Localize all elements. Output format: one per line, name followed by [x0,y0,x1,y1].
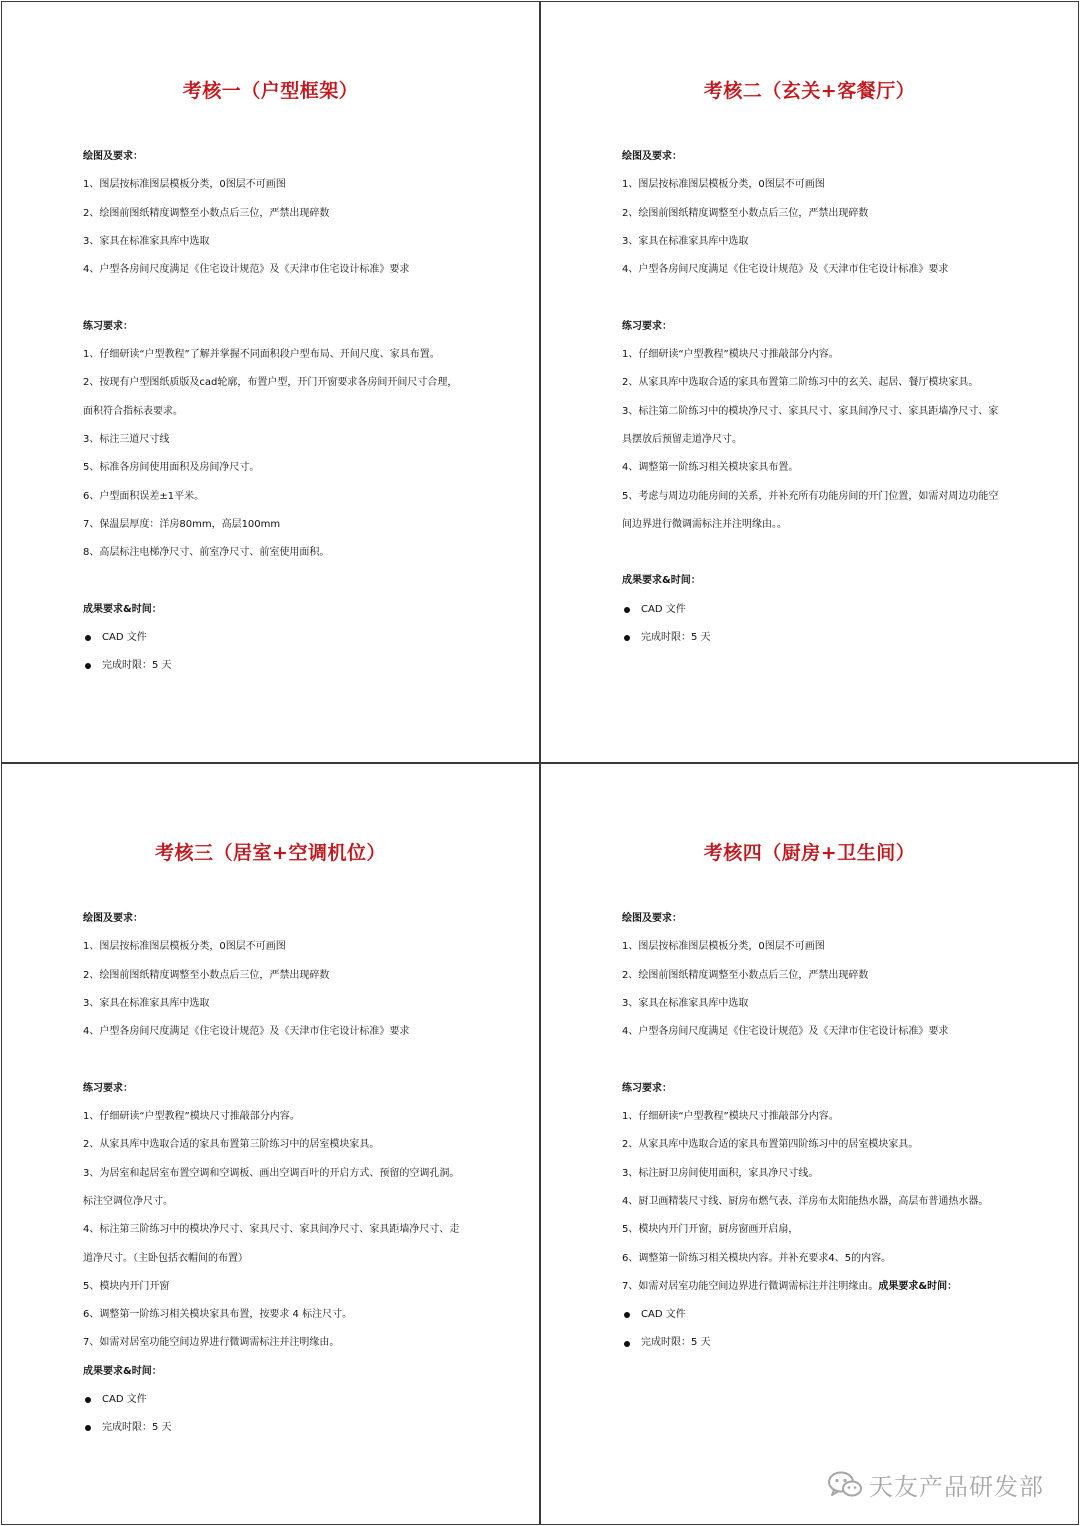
bullet-item [83,1386,483,1414]
list-item: 4、调整第一阶练习相关模块家具布置。 [622,462,799,474]
watermark [827,1467,1044,1502]
spacer [83,284,483,312]
bullet-text: 完成时限：5 天 [641,1337,711,1349]
section-heading-practice: 练习要求： [83,1082,133,1094]
bullet-dot-icon [624,1312,630,1318]
bullet-item [83,624,483,652]
bullet-item [622,1329,1022,1357]
list-item: 1、仔细研读“户型教程”模块尺寸推敲部分内容。 [622,1111,839,1123]
wechat-icon [827,1470,863,1500]
section-heading-result: 成果要求&时间： [83,1365,162,1377]
list-item: 2、从家具库中选取合适的家具布置第三阶练习中的居室模块家具。 [83,1139,380,1151]
list-item: 4、户型各房间尺度满足《住宅设计规范》及《天津市住宅设计标准》要求 [622,1026,949,1038]
panel-exam-4 [540,763,1079,1525]
bullet-dot-icon [624,607,630,613]
list-item: 4、户型各房间尺度满足《住宅设计规范》及《天津市住宅设计标准》要求 [83,1026,410,1038]
list-item: 6、户型面积误差±1平米。 [83,490,205,502]
list-item: 3、标注厨卫房间使用面积，家具净尺寸线。 [622,1167,819,1179]
list-item: 1、仔细研读“户型教程”模块尺寸推敲部分内容。 [622,349,839,361]
section-heading-drawing: 绘图及要求： [83,913,143,924]
list-item: 1、图层按标准图层模板分类，0图层不可画图 [83,941,286,953]
panel-title: 考核三（居室+空调机位） [155,842,386,864]
spacer [622,1046,1022,1074]
list-item: 3、标注第二阶练习中的模块净尺寸、家具尺寸、家具间净尺寸、家具距墙净尺寸、家 [622,405,999,417]
list-item: 4、标注第三阶练习中的模块净尺寸、家具尺寸、家具间净尺寸、家具距墙净尺寸、走 [83,1224,460,1236]
list-item [622,1273,1022,1301]
list-item: 具摆放后预留走道净尺寸。 [622,433,742,445]
bullet-text: CAD 文件 [641,603,686,615]
bullet-item [83,652,483,680]
spacer [622,539,1022,567]
panel-content [83,143,483,681]
bullet-text: CAD 文件 [102,1394,147,1406]
bullet-item [622,1301,1022,1329]
list-item: 面积符合指标表要求。 [83,405,183,417]
spacer [83,1046,483,1074]
list-item: 2、从家具库中选取合适的家具布置第二阶练习中的玄关、起居、餐厅模块家具。 [622,377,979,389]
list-item: 1、图层按标准图层模板分类，0图层不可画图 [83,179,286,191]
list-item: 2、绘图前图纸精度调整至小数点后三位，严禁出现碎数 [622,207,869,219]
section-heading-drawing: 绘图及要求： [622,151,682,162]
section-heading-drawing: 绘图及要求： [622,913,682,924]
bullet-dot-icon [85,1425,91,1431]
section-heading-practice: 练习要求： [622,320,672,332]
list-item: 2、绘图前图纸精度调整至小数点后三位，严禁出现碎数 [83,207,330,219]
panel-exam-1 [1,1,540,763]
list-item: 5、标准各房间使用面积及房间净尺寸。 [83,462,260,474]
bullet-item [83,1414,483,1442]
list-item: 间边界进行微调需标注并注明缘由。。 [622,518,787,530]
section-heading-drawing: 绘图及要求： [83,151,143,162]
list-item: 1、仔细研读“户型教程”模块尺寸推敲部分内容。 [83,1111,300,1123]
list-item: 1、图层按标准图层模板分类，0图层不可画图 [622,179,825,191]
list-item: 6、调整第一阶练习相关模块家具布置，按要求 4 标注尺寸。 [83,1309,353,1321]
list-item: 3、家具在标准家具库中选取 [622,997,749,1009]
list-item: 3、家具在标准家具库中选取 [622,235,749,247]
panel-title: 考核一（户型框架） [182,80,359,102]
list-item: 4、厨卫画精装尺寸线、厨房布燃气表、洋房布太阳能热水器，高层布普通热水器。 [622,1195,989,1207]
list-item: 3、家具在标准家具库中选取 [83,235,210,247]
bullet-item [622,596,1022,624]
section-heading-result: 成果要求&时间： [878,1280,958,1292]
bullet-text: CAD 文件 [641,1309,686,1321]
spacer [83,567,483,595]
panel-exam-3 [1,763,540,1525]
panel-content [622,143,1022,652]
list-item: 3、家具在标准家具库中选取 [83,997,210,1009]
section-heading-result: 成果要求&时间： [622,575,701,587]
bullet-text: 完成时限：5 天 [102,660,172,672]
list-item: 6、调整第一阶练习相关模块内容。并补充要求4、5的内容。 [622,1252,892,1264]
list-item: 2、按现有户型图纸质版及cad轮廓，布置户型，开门开窗要求各房间开间尺寸合理， [83,377,458,389]
panel-content [83,905,483,1443]
bullet-dot-icon [85,1397,91,1403]
watermark-text: 天友产品研发部 [869,1473,1044,1501]
list-item: 3、标注三道尺寸线 [83,433,170,445]
list-item: 1、仔细研读“户型教程”了解并掌握不同面积段户型布局、开间尺度、家具布置。 [83,349,440,361]
list-item: 8、高层标注电梯净尺寸、前室净尺寸、前室使用面积。 [83,547,330,559]
list-item: 3、为居室和起居室布置空调和空调板、画出空调百叶的开启方式、预留的空调孔洞。 [83,1167,460,1179]
list-item-text: 7、如需对居室功能空间边界进行微调需标注并注明缘由。 [622,1280,879,1292]
list-item: 5、模块内开门开窗 [83,1280,170,1292]
section-heading-practice: 练习要求： [622,1082,672,1094]
bullet-dot-icon [85,635,91,641]
bullet-text: CAD 文件 [102,632,147,644]
list-item: 2、绘图前图纸精度调整至小数点后三位，严禁出现碎数 [83,969,330,981]
panel-title: 考核四（厨房+卫生间） [703,842,916,864]
bullet-item [622,624,1022,652]
bullet-text: 完成时限：5 天 [102,1422,172,1434]
bullet-dot-icon [624,1341,630,1347]
list-item: 7、如需对居室功能空间边界进行微调需标注并注明缘由。 [83,1337,340,1349]
bullet-dot-icon [85,663,91,669]
list-item: 标注空调位净尺寸。 [83,1195,173,1207]
panel-exam-2 [540,1,1079,763]
panel-content [622,905,1022,1358]
list-item: 4、户型各房间尺度满足《住宅设计规范》及《天津市住宅设计标准》要求 [622,264,949,276]
list-item: 7、保温层厚度：洋房80mm，高层100mm [83,518,281,530]
list-item: 4、户型各房间尺度满足《住宅设计规范》及《天津市住宅设计标准》要求 [83,264,410,276]
list-item: 2、从家具库中选取合适的家具布置第四阶练习中的居室模块家具。 [622,1139,919,1151]
bullet-dot-icon [624,635,630,641]
list-item: 5、模块内开门开窗，厨房窗画开启扇， [622,1224,799,1236]
spacer [622,284,1022,312]
section-heading-result: 成果要求&时间： [83,603,162,615]
bullet-text: 完成时限：5 天 [641,632,711,644]
list-item: 2、绘图前图纸精度调整至小数点后三位，严禁出现碎数 [622,969,869,981]
list-item: 道净尺寸。（主卧包括衣帽间的布置） [83,1252,248,1264]
list-item: 1、图层按标准图层模板分类，0图层不可画图 [622,941,825,953]
panel-title: 考核二（玄关+客餐厅） [703,80,916,102]
list-item: 5、考虑与周边功能房间的关系，并补充所有功能房间的开门位置，如需对周边功能空 [622,490,999,502]
section-heading-practice: 练习要求： [83,320,133,332]
